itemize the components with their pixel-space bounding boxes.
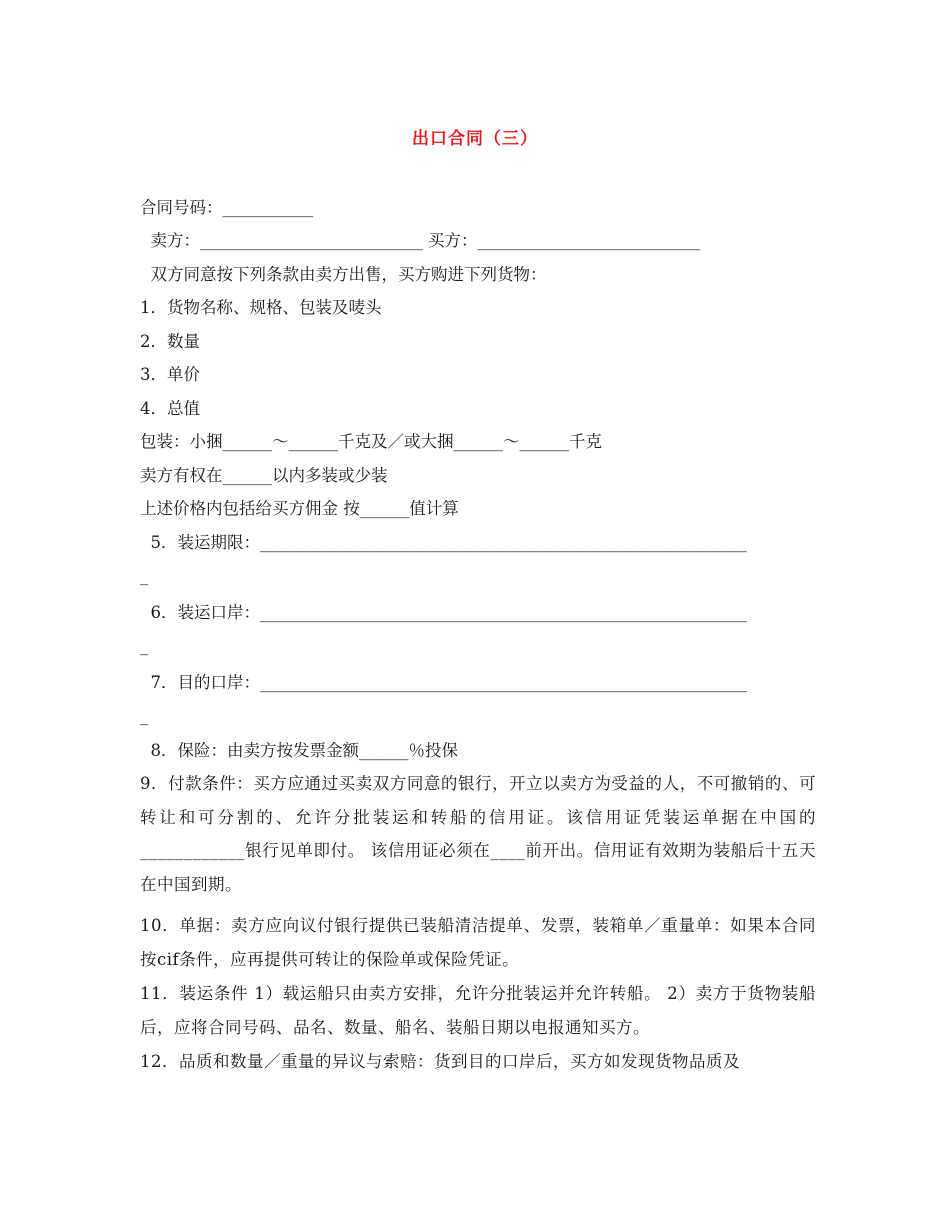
clause-7: 7．目的口岸：___________________________________________________________ xyxy=(140,673,747,692)
clause-8: 8．保险：由卖方按发票金额______％投保 xyxy=(140,741,458,760)
document-title: 出口合同（三） xyxy=(412,129,538,149)
clause-3: 3．单价 xyxy=(140,365,200,384)
clause-12: 12．品质和数量／重量的异议与索赔：货到目的口岸后，买方如发现货物品质及 xyxy=(140,1052,740,1071)
clause-6-overflow: _ xyxy=(140,636,149,655)
clause-7-overflow: _ xyxy=(140,706,149,725)
clause-5-overflow: _ xyxy=(140,566,149,585)
clause-9: 9．付款条件：买方应通过买卖双方同意的银行，开立以卖方为受益的人，不可撤销的、可转让和可分割的、允许分批装运和转船的信用证。该信用证凭装运单据在中国的____________银行见单即付。 该信用证必须在____前开出。信用证有效期为装船后十五天在中国到期。 xyxy=(140,774,816,895)
agreement-line: 双方同意按下列条款由卖方出售，买方购进下列货物： xyxy=(140,265,547,284)
clause-6: 6．装运口岸：___________________________________________________________ xyxy=(140,603,747,622)
clause-2: 2．数量 xyxy=(140,332,200,351)
clause-4: 4．总值 xyxy=(140,399,200,418)
packing-line: 包装：小捆______～______千克及／或大捆______～______千克 xyxy=(140,432,602,451)
clause-5: 5．装运期限：___________________________________________________________ xyxy=(140,533,747,552)
contract-number-line: 合同号码：___________ xyxy=(140,198,314,217)
clause-10: 10．单据：卖方应向议付银行提供已装船清洁提单、发票，装箱单／重量单：如果本合同按cif条件，应再提供可转让的保险单或保险凭证。 xyxy=(140,916,816,969)
clause-1: 1．货物名称、规格、包装及唛头 xyxy=(140,298,382,317)
commission-line: 上述价格内包括给买方佣金 按______值计算 xyxy=(140,499,459,518)
seller-buyer-line: 卖方：___________________________ 买方：___________________________ xyxy=(140,231,701,250)
clause-11: 11．装运条件 1）载运船只由卖方安排，允许分批装运并允许转船。 2）卖方于货物装船后，应将合同号码、品名、数量、船名、装船日期以电报通知买方。 xyxy=(140,984,816,1037)
tolerance-line: 卖方有权在______以内多装或少装 xyxy=(140,466,388,485)
